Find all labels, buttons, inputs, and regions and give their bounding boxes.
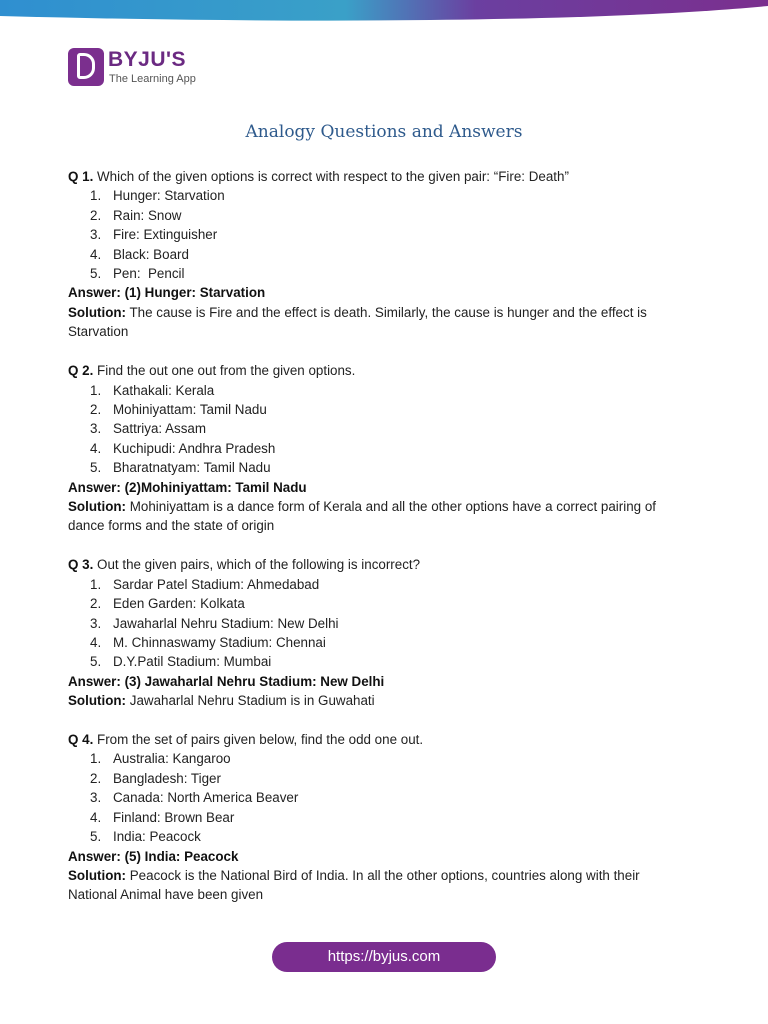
option-item — [68, 225, 688, 244]
option-number: 1. — [90, 188, 102, 204]
page-title: Analogy Questions and Answers — [245, 122, 523, 142]
option-text: Jawaharlal Nehru Stadium: New Delhi — [113, 615, 339, 631]
option-number: 2. — [90, 770, 102, 786]
option-number: 3. — [90, 790, 102, 806]
option-text: India: Peacock — [113, 829, 201, 845]
solution-label: Solution: — [68, 867, 127, 883]
solution-line — [68, 303, 688, 342]
question-block — [68, 361, 688, 536]
solution-label: Solution: — [68, 304, 127, 320]
solution-line — [68, 866, 688, 905]
question-line — [68, 555, 688, 574]
option-number: 5. — [90, 654, 102, 670]
top-decorative-band — [0, 0, 768, 24]
option-text: Mohiniyattam: Tamil Nadu — [113, 401, 267, 417]
answer-label: Answer: — [68, 479, 121, 495]
answer-line — [68, 478, 688, 497]
option-item — [68, 749, 688, 768]
question-line — [68, 361, 688, 380]
question-label: Q 2. — [68, 363, 94, 379]
option-number: 5. — [90, 829, 102, 845]
option-item — [68, 808, 688, 827]
option-item — [68, 245, 688, 264]
website-link[interactable]: https://byjus.com — [272, 942, 496, 972]
answer-text: (3) Jawaharlal Nehru Stadium: New Delhi — [124, 673, 385, 689]
question-block — [68, 730, 688, 905]
answer-text: (2)Mohiniyattam: Tamil Nadu — [124, 479, 307, 495]
question-text: Find the out one out from the given options. — [97, 363, 356, 379]
option-number: 2. — [90, 596, 102, 612]
answer-line — [68, 847, 688, 866]
option-text: D.Y.Patil Stadium: Mumbai — [113, 654, 272, 670]
brand-tagline: The Learning App — [109, 73, 196, 85]
solution-text: Jawaharlal Nehru Stadium is in Guwahati — [129, 693, 375, 709]
option-text: Bangladesh: Tiger — [113, 770, 221, 786]
byjus-logo — [68, 46, 208, 90]
question-label: Q 3. — [68, 557, 94, 573]
question-text: From the set of pairs given below, find the odd one out. — [97, 732, 424, 748]
answer-label: Answer: — [68, 285, 121, 301]
option-number: 3. — [90, 421, 102, 437]
option-number: 4. — [90, 809, 102, 825]
option-number: 1. — [90, 382, 102, 398]
solution-text: Mohiniyattam is a dance form of Kerala and all the other options have a correct pairing of dance forms and the state of origin — [68, 499, 656, 534]
option-item — [68, 769, 688, 788]
option-number: 3. — [90, 615, 102, 631]
option-text: Pen: Pencil — [113, 266, 185, 282]
option-item — [68, 206, 688, 225]
answer-label: Answer: — [68, 673, 121, 689]
question-block — [68, 555, 688, 710]
option-text: Fire: Extinguisher — [113, 227, 218, 243]
option-text: Sattriya: Assam — [113, 421, 207, 437]
question-block — [68, 167, 688, 342]
option-item — [68, 614, 688, 633]
question-text: Out the given pairs, which of the following is incorrect? — [97, 557, 421, 573]
solution-text: Peacock is the National Bird of India. In all the other options, countries along with their National Animal have been given — [68, 867, 640, 903]
option-item — [68, 186, 688, 205]
option-item — [68, 419, 688, 438]
solution-line — [68, 691, 688, 710]
option-text: Kathakali: Kerala — [113, 382, 215, 398]
option-number: 5. — [90, 266, 102, 282]
option-item — [68, 458, 688, 477]
option-number: 3. — [90, 227, 102, 243]
answer-line — [68, 672, 688, 691]
question-text: Which of the given options is correct with respect to the given pair: “Fire: Death” — [97, 169, 569, 184]
answer-line — [68, 283, 688, 302]
option-number: 1. — [90, 576, 102, 592]
option-number: 4. — [90, 246, 102, 262]
option-item — [68, 652, 688, 671]
option-item — [68, 400, 688, 419]
option-item — [68, 575, 688, 594]
question-line — [68, 167, 688, 186]
option-number: 1. — [90, 751, 102, 767]
option-text: Kuchipudi: Andhra Pradesh — [113, 440, 276, 456]
option-text: Eden Garden: Kolkata — [113, 596, 245, 612]
solution-line — [68, 497, 688, 536]
question-line — [68, 730, 688, 749]
solution-label: Solution: — [68, 499, 127, 514]
option-number: 2. — [90, 207, 102, 223]
answer-text: (5) India: Peacock — [124, 848, 239, 864]
option-item — [68, 381, 688, 400]
option-number: 4. — [90, 634, 102, 650]
answer-text: (1) Hunger: Starvation — [124, 285, 266, 301]
option-text: Australia: Kangaroo — [113, 751, 231, 767]
option-item — [68, 439, 688, 458]
option-text: Hunger: Starvation — [113, 188, 225, 204]
question-label: Q 4. — [68, 732, 94, 748]
option-text: M. Chinnaswamy Stadium: Chennai — [113, 634, 326, 650]
answer-label: Answer: — [68, 848, 121, 864]
questions-list — [68, 167, 688, 924]
option-text: Sardar Patel Stadium: Ahmedabad — [113, 576, 320, 592]
option-text: Black: Board — [113, 246, 189, 262]
option-text: Rain: Snow — [113, 207, 182, 223]
option-text: Canada: North America Beaver — [113, 790, 299, 806]
option-text: Bharatnatyam: Tamil Nadu — [113, 460, 271, 476]
question-label: Q 1. — [68, 169, 94, 184]
option-item — [68, 788, 688, 807]
option-number: 5. — [90, 460, 102, 476]
option-item — [68, 633, 688, 652]
solution-text: The cause is Fire and the effect is death. Similarly, the cause is hunger and the effect is Starvation — [68, 304, 647, 340]
option-text: Finland: Brown Bear — [113, 809, 235, 825]
option-number: 4. — [90, 440, 102, 456]
option-item — [68, 594, 688, 613]
solution-label: Solution: — [68, 693, 127, 709]
brand-name: BYJU'S — [108, 48, 187, 71]
option-number: 2. — [90, 401, 102, 417]
option-item — [68, 264, 688, 283]
option-item — [68, 827, 688, 846]
byjus-logo-icon — [68, 48, 104, 86]
